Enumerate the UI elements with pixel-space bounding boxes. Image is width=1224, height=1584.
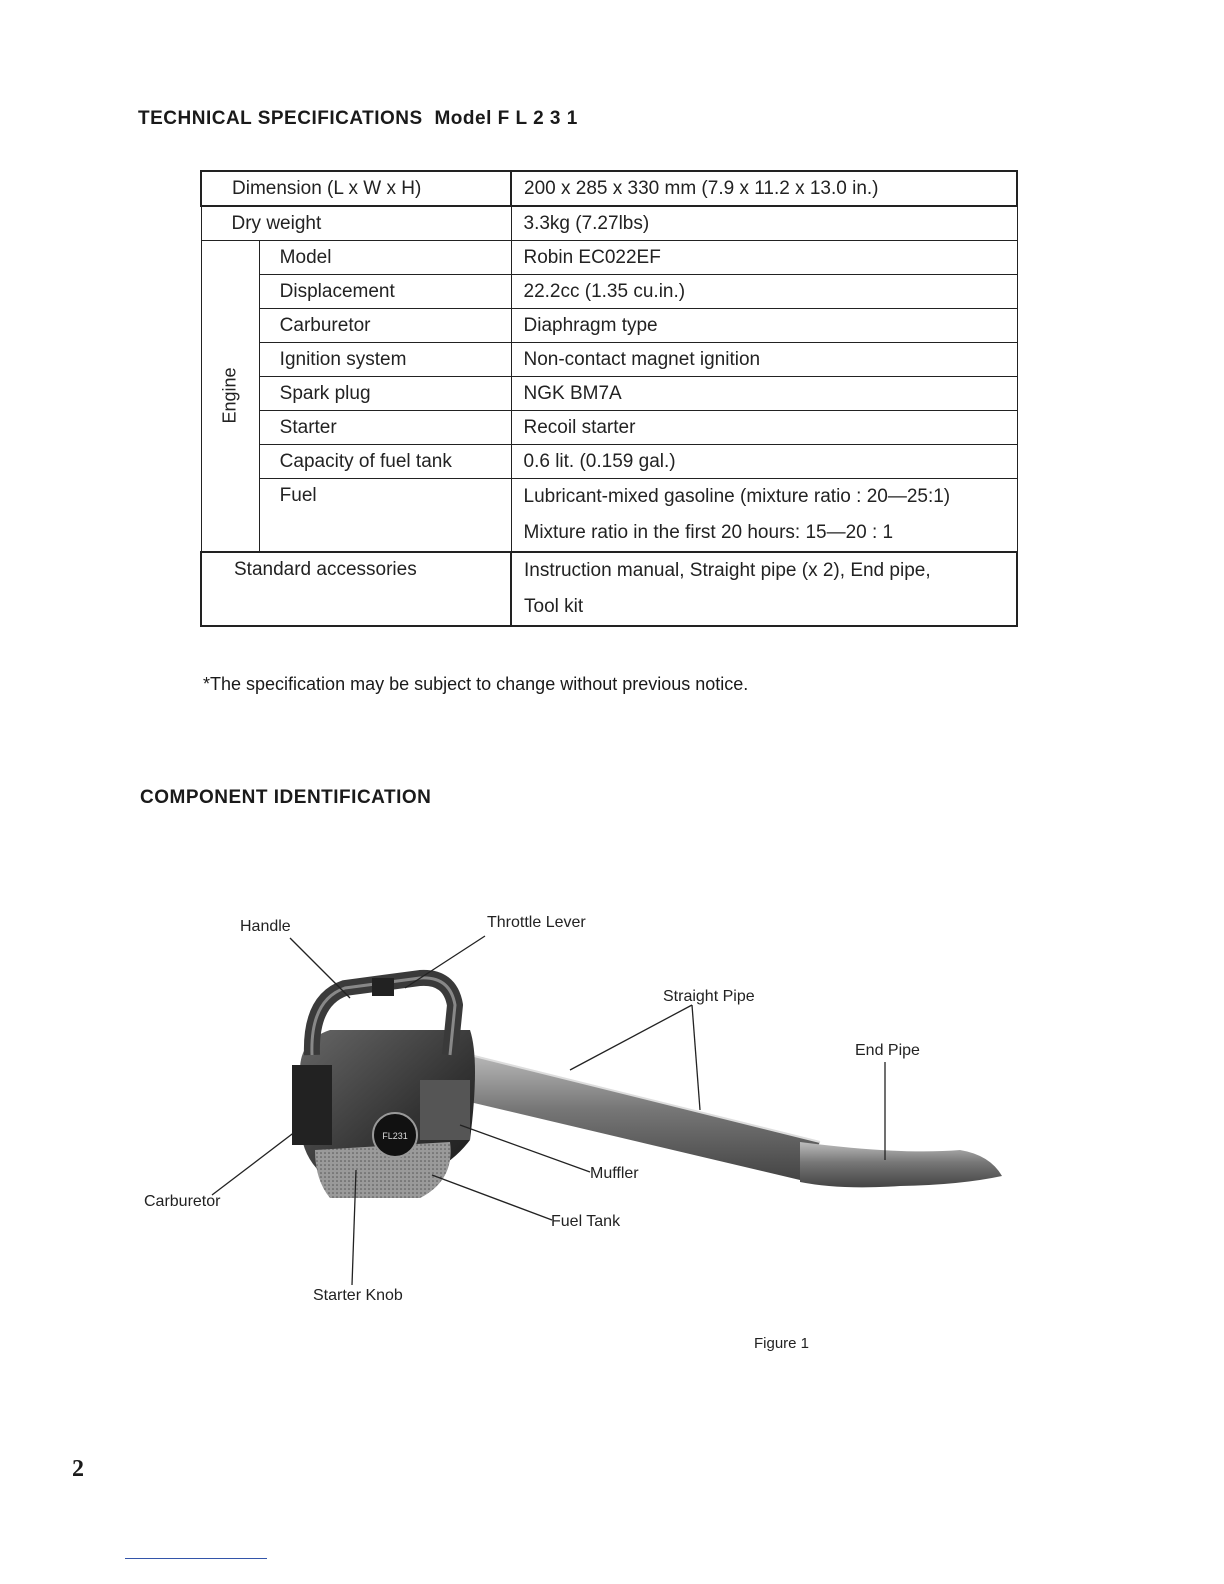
end-pipe [800, 1142, 1002, 1187]
table-row [201, 241, 1017, 275]
engine-body [292, 1030, 475, 1198]
muffler-shape [420, 1080, 470, 1140]
engine-row-value: 0.6 lit. (0.159 gal.) [511, 445, 1017, 479]
engine-row-label: Capacity of fuel tank [259, 445, 511, 479]
fuel-value-line-2: Mixture ratio in the first 20 hours: 15—20 : 1 [523, 522, 894, 543]
label-carburetor: Carburetor [144, 1193, 221, 1210]
carburetor-shape [292, 1065, 332, 1145]
engine-row-label: Model [259, 241, 511, 275]
engine-row-value: NGK BM7A [511, 377, 1017, 411]
dry-weight-value: 3.3kg (7.27lbs) [511, 206, 1017, 241]
table-row [201, 377, 1017, 411]
engine-row-value: Non-contact magnet ignition [511, 343, 1017, 377]
spec-heading-model: Model F L 2 3 1 [434, 108, 578, 129]
engine-row-label: Spark plug [259, 377, 511, 411]
label-straight-pipe: Straight Pipe [663, 988, 755, 1005]
page-number: 2 [72, 1456, 84, 1482]
footer-rule [125, 1558, 267, 1559]
engine-row-value: Diaphragm type [511, 309, 1017, 343]
blower-figure [0, 880, 1224, 1340]
label-muffler: Muffler [590, 1165, 639, 1182]
table-row [201, 309, 1017, 343]
dry-weight-label: Dry weight [201, 206, 511, 241]
spec-heading-title: TECHNICAL SPECIFICATIONS [138, 108, 423, 129]
engine-row-label: Carburetor [259, 309, 511, 343]
fuel-value-line-1: Lubricant-mixed gasoline (mixture ratio : 20—25:1) [523, 486, 951, 507]
table-row [201, 411, 1017, 445]
model-badge-text: FL231 [382, 1131, 408, 1141]
fuel-label: Fuel [259, 479, 511, 553]
figure-caption: Figure 1 [754, 1335, 810, 1352]
table-row [201, 206, 1017, 241]
engine-group-label: Engine [219, 367, 240, 424]
accessories-value-line-2: Tool kit [524, 596, 584, 617]
spec-heading [138, 108, 578, 130]
accessories-value-line-1: Instruction manual, Straight pipe (x 2), End pipe, [524, 560, 931, 581]
fuel-value [511, 479, 1017, 553]
engine-row-label: Starter [259, 411, 511, 445]
label-end-pipe: End Pipe [855, 1042, 920, 1059]
engine-group-cell [201, 241, 259, 553]
table-row [201, 343, 1017, 377]
straight-pipe [440, 1050, 820, 1180]
label-fuel-tank: Fuel Tank [551, 1213, 621, 1230]
component-heading: COMPONENT IDENTIFICATION [140, 787, 432, 808]
throttle-lever-shape [372, 978, 394, 996]
engine-row-label: Ignition system [259, 343, 511, 377]
table-row [201, 479, 1017, 553]
table-row [201, 171, 1017, 206]
accessories-label: Standard accessories [201, 552, 511, 626]
table-row [201, 445, 1017, 479]
accessories-value [511, 552, 1017, 626]
spec-table [200, 170, 1018, 627]
table-row [201, 275, 1017, 309]
label-starter-knob: Starter Knob [313, 1287, 403, 1304]
dimension-label: Dimension (L x W x H) [201, 171, 511, 206]
engine-row-value: Recoil starter [511, 411, 1017, 445]
spec-note: *The specification may be subject to change without previous notice. [203, 674, 749, 694]
dimension-value: 200 x 285 x 330 mm (7.9 x 11.2 x 13.0 in.) [511, 171, 1017, 206]
engine-row-value: 22.2cc (1.35 cu.in.) [511, 275, 1017, 309]
label-handle: Handle [240, 918, 291, 935]
engine-row-label: Displacement [259, 275, 511, 309]
table-row [201, 552, 1017, 626]
label-throttle-lever: Throttle Lever [487, 914, 586, 931]
engine-row-value: Robin EC022EF [511, 241, 1017, 275]
